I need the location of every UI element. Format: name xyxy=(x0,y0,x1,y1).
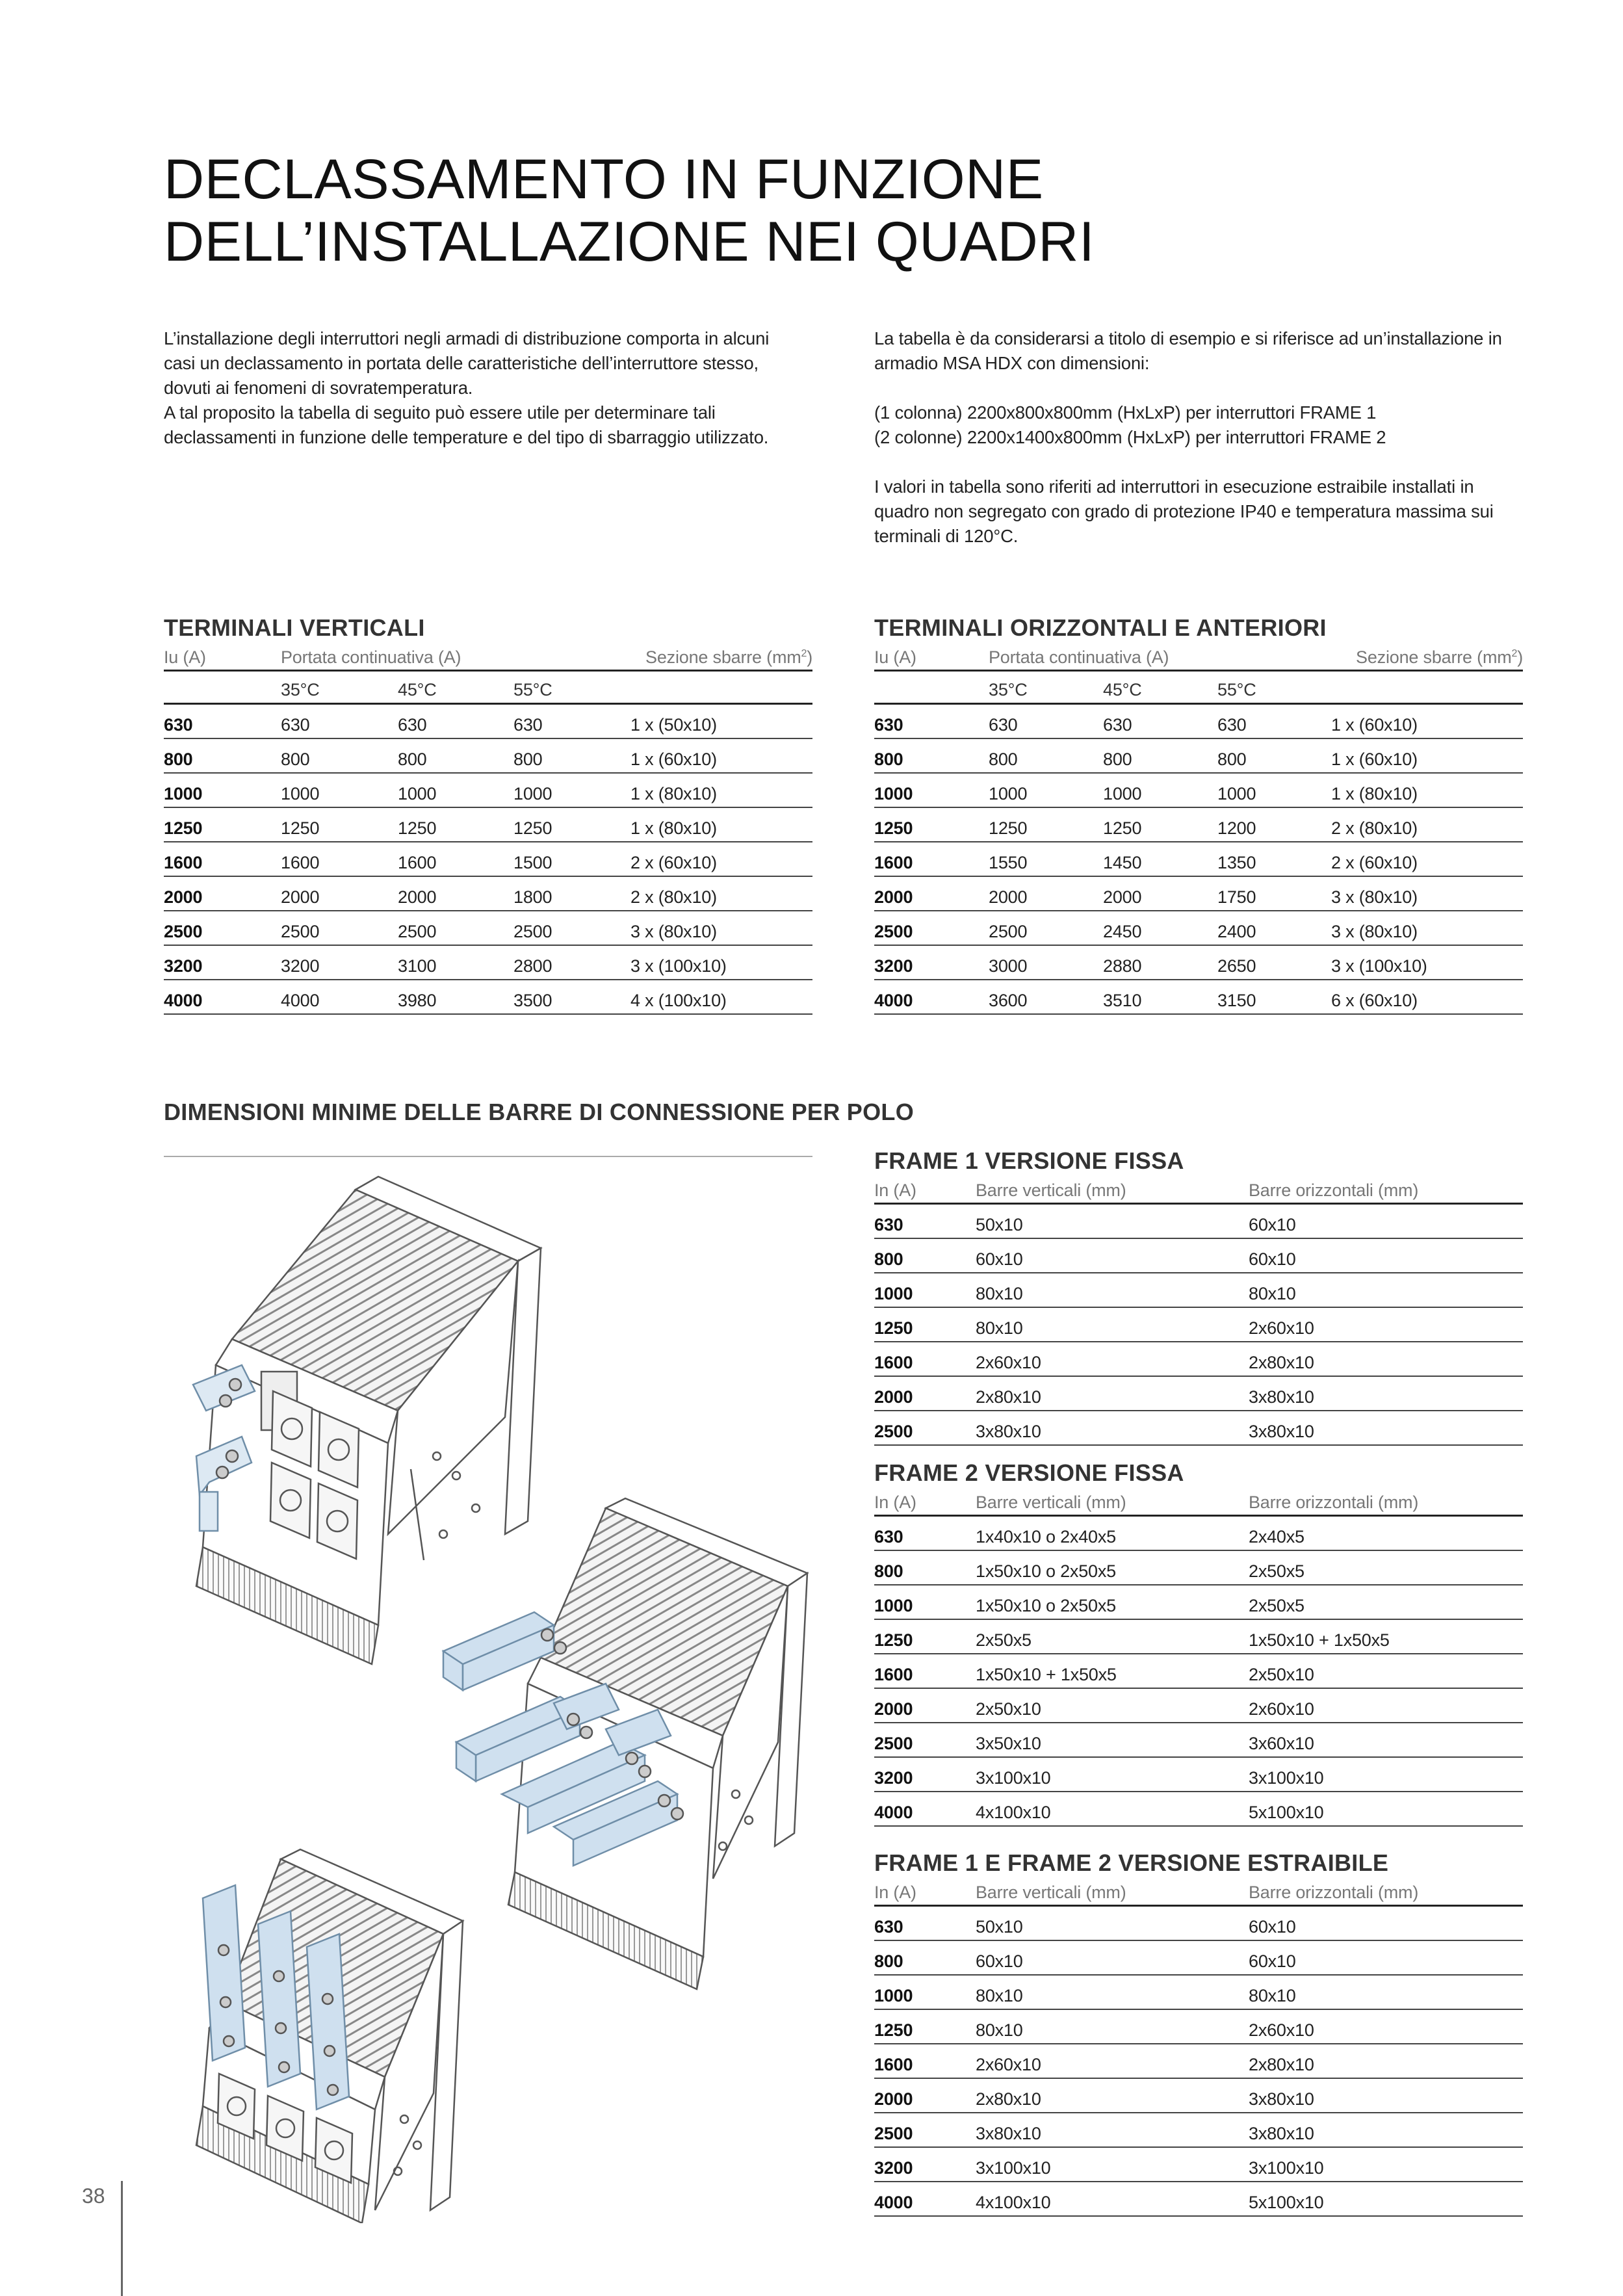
table-cell: 2500 xyxy=(513,911,630,945)
table-cell: 3 x (100x10) xyxy=(630,945,812,980)
table-cell: 60x10 xyxy=(976,1940,1249,1975)
row-current-cell: 2500 xyxy=(874,2113,976,2147)
row-current-cell: 1600 xyxy=(164,842,281,876)
table-row xyxy=(164,911,812,945)
table-cell: 1600 xyxy=(281,842,398,876)
table-row xyxy=(874,1688,1523,1723)
table-header-row xyxy=(874,1175,1523,1204)
header-oriz: Barre orizzontali (mm) xyxy=(1249,1877,1523,1906)
table-cell: 1250 xyxy=(1103,807,1217,842)
row-current-cell: 1250 xyxy=(874,807,989,842)
table-cell: 1600 xyxy=(398,842,513,876)
table-row xyxy=(874,1550,1523,1585)
page-number: 38 xyxy=(82,2184,105,2208)
table-cell: 1000 xyxy=(1103,773,1217,807)
breaker-2-drawing xyxy=(443,1498,807,1989)
table-cell: 1 x (60x10) xyxy=(1331,704,1523,739)
table-row xyxy=(874,1906,1523,1941)
row-current-cell: 2000 xyxy=(164,876,281,911)
table-cell: 3000 xyxy=(989,945,1103,980)
row-current-cell: 2000 xyxy=(874,876,989,911)
table-row xyxy=(874,1376,1523,1411)
table-header-row xyxy=(874,1487,1523,1516)
table-cell: 800 xyxy=(513,738,630,773)
table-cell: 3x100x10 xyxy=(976,1757,1249,1792)
table-row xyxy=(874,1238,1523,1273)
table-row xyxy=(874,1792,1523,1826)
table-temp-row xyxy=(164,671,812,704)
table-cell: 1800 xyxy=(513,876,630,911)
table-row xyxy=(874,1940,1523,1975)
table-cell: 800 xyxy=(1103,738,1217,773)
row-current-cell: 630 xyxy=(874,1516,976,1551)
table-row xyxy=(874,911,1523,945)
row-current-cell: 630 xyxy=(874,1906,976,1941)
intro-left-line: A tal proposito la tabella di seguito può essere utile per determinare tali xyxy=(164,402,716,423)
table-cell: 2 x (80x10) xyxy=(630,876,812,911)
table-cell: 3x80x10 xyxy=(1249,1376,1523,1411)
header-temp: 45°C xyxy=(398,671,513,704)
table-cell: 80x10 xyxy=(976,2009,1249,2044)
breaker-1-drawing xyxy=(193,1177,541,1664)
table-row xyxy=(874,1516,1523,1551)
row-current-cell: 3200 xyxy=(874,2147,976,2182)
intro-right-line: (1 colonna) 2200x800x800mm (HxLxP) per interruttori FRAME 1 xyxy=(874,402,1377,423)
table-header-row xyxy=(164,642,812,671)
row-current-cell: 1250 xyxy=(874,1619,976,1654)
table-cell: 60x10 xyxy=(976,1238,1249,1273)
table-cell: 1000 xyxy=(513,773,630,807)
table-cell: 3x80x10 xyxy=(1249,2113,1523,2147)
table-row xyxy=(874,842,1523,876)
table-cell: 4x100x10 xyxy=(976,2182,1249,2216)
table-cell: 2000 xyxy=(989,876,1103,911)
table-row xyxy=(874,738,1523,773)
header-iu: Iu (A) xyxy=(164,642,281,671)
table-row xyxy=(874,1307,1523,1342)
table-row xyxy=(874,1585,1523,1619)
row-current-cell: 4000 xyxy=(874,2182,976,2216)
frame1-fixed-table xyxy=(874,1175,1523,1446)
intro-right-line: terminali di 120°C. xyxy=(874,526,1019,546)
table-cell: 2500 xyxy=(281,911,398,945)
table-cell: 1 x (60x10) xyxy=(630,738,812,773)
row-current-cell: 4000 xyxy=(164,980,281,1014)
table-cell: 800 xyxy=(281,738,398,773)
header-temp: 35°C xyxy=(989,671,1103,704)
table-cell: 2880 xyxy=(1103,945,1217,980)
table-cell: 630 xyxy=(398,704,513,739)
intro-left xyxy=(164,326,769,450)
table-cell: 60x10 xyxy=(1249,1940,1523,1975)
table-cell: 2 x (60x10) xyxy=(630,842,812,876)
table-cell: 80x10 xyxy=(1249,1273,1523,1307)
table-cell: 3x80x10 xyxy=(1249,1411,1523,1445)
table-cell: 4000 xyxy=(281,980,398,1014)
table-cell: 2000 xyxy=(281,876,398,911)
frame1-fixed-title: FRAME 1 VERSIONE FISSA xyxy=(874,1147,1184,1174)
dim-section-title: DIMENSIONI MINIME DELLE BARRE DI CONNESSIONE PER POLO xyxy=(164,1099,914,1125)
table-cell: 1 x (80x10) xyxy=(630,773,812,807)
table-row xyxy=(164,945,812,980)
table-cell: 2x60x10 xyxy=(1249,2009,1523,2044)
row-current-cell: 4000 xyxy=(874,1792,976,1826)
table-cell: 4x100x10 xyxy=(976,1792,1249,1826)
table-cell: 80x10 xyxy=(1249,1975,1523,2009)
row-current-cell: 1600 xyxy=(874,842,989,876)
table-horizontal-block xyxy=(874,614,1523,1015)
row-current-cell: 630 xyxy=(874,704,989,739)
table-cell: 2 x (80x10) xyxy=(1331,807,1523,842)
table-cell: 1 x (50x10) xyxy=(630,704,812,739)
row-current-cell: 630 xyxy=(874,1204,976,1239)
table-cell: 3500 xyxy=(513,980,630,1014)
table-vertical xyxy=(164,642,812,1015)
table-cell: 1 x (80x10) xyxy=(630,807,812,842)
table-cell: 2x80x10 xyxy=(976,2078,1249,2113)
table-cell: 1000 xyxy=(398,773,513,807)
page-margin-bar xyxy=(121,2181,123,2296)
table-cell: 3 x (80x10) xyxy=(1331,911,1523,945)
table-temp-row xyxy=(874,671,1523,704)
row-current-cell: 1000 xyxy=(874,1273,976,1307)
table-cell: 1350 xyxy=(1217,842,1331,876)
table-cell: 2500 xyxy=(398,911,513,945)
table-cell: 2000 xyxy=(398,876,513,911)
table-cell: 1x40x10 o 2x40x5 xyxy=(976,1516,1249,1551)
table-cell: 3100 xyxy=(398,945,513,980)
row-current-cell: 2500 xyxy=(874,1411,976,1445)
table-row xyxy=(874,876,1523,911)
table-cell: 3150 xyxy=(1217,980,1331,1014)
table-cell: 630 xyxy=(513,704,630,739)
table-row xyxy=(874,773,1523,807)
table-cell: 800 xyxy=(989,738,1103,773)
table-cell: 2x50x10 xyxy=(976,1688,1249,1723)
table-cell: 800 xyxy=(1217,738,1331,773)
table-row xyxy=(874,2147,1523,2182)
table-cell: 2800 xyxy=(513,945,630,980)
table-row xyxy=(874,2044,1523,2078)
row-current-cell: 800 xyxy=(874,738,989,773)
table-row xyxy=(874,1204,1523,1239)
intro-right-line: armadio MSA HDX con dimensioni: xyxy=(874,353,1150,373)
row-current-cell: 2000 xyxy=(874,1688,976,1723)
table-cell: 60x10 xyxy=(1249,1238,1523,1273)
table-cell: 1250 xyxy=(398,807,513,842)
table-row xyxy=(164,738,812,773)
header-in: In (A) xyxy=(874,1877,976,1906)
header-portata: Portata continuativa (A) xyxy=(989,642,1331,671)
table-row xyxy=(164,980,812,1014)
table-cell: 2x40x5 xyxy=(1249,1516,1523,1551)
page-title-line-1: DECLASSAMENTO IN FUNZIONE xyxy=(164,148,1044,211)
table-cell: 2x60x10 xyxy=(976,1342,1249,1376)
table-row xyxy=(164,842,812,876)
table-row xyxy=(874,1342,1523,1376)
row-current-cell: 3200 xyxy=(874,945,989,980)
table-cell: 2x50x5 xyxy=(1249,1585,1523,1619)
table-cell: 3980 xyxy=(398,980,513,1014)
table-row xyxy=(874,1723,1523,1757)
table-row xyxy=(874,1619,1523,1654)
table-cell: 1000 xyxy=(1217,773,1331,807)
row-current-cell: 3200 xyxy=(874,1757,976,1792)
header-iu: Iu (A) xyxy=(874,642,989,671)
table-cell: 2x50x5 xyxy=(976,1619,1249,1654)
table-cell: 3x60x10 xyxy=(1249,1723,1523,1757)
header-temp: 55°C xyxy=(1217,671,1331,704)
table-header-row xyxy=(874,642,1523,671)
intro-left-line: casi un declassamento in portata delle caratteristiche dell’interruttore stesso, xyxy=(164,353,759,373)
table-cell: 80x10 xyxy=(976,1975,1249,2009)
breaker-illustrations xyxy=(164,1170,814,2223)
row-current-cell: 2000 xyxy=(874,2078,976,2113)
table-cell: 3 x (80x10) xyxy=(1331,876,1523,911)
table-vertical-block xyxy=(164,614,812,1015)
table-row xyxy=(874,704,1523,739)
row-current-cell: 2500 xyxy=(874,911,989,945)
row-current-cell: 2000 xyxy=(874,1376,976,1411)
table-cell: 4 x (100x10) xyxy=(630,980,812,1014)
table-cell: 630 xyxy=(1217,704,1331,739)
frame12-withdrawable-block xyxy=(874,1849,1523,2217)
frame1-fixed-block xyxy=(874,1147,1523,1446)
intro-right-line: (2 colonne) 2200x1400x800mm (HxLxP) per interruttori FRAME 2 xyxy=(874,427,1386,447)
table-cell: 3x100x10 xyxy=(1249,2147,1523,2182)
table-row xyxy=(874,2009,1523,2044)
table-cell: 630 xyxy=(1103,704,1217,739)
row-current-cell: 1600 xyxy=(874,1342,976,1376)
table-cell: 1200 xyxy=(1217,807,1331,842)
table-horizontal xyxy=(874,642,1523,1015)
breaker-3-drawing xyxy=(196,1849,463,2223)
table-row xyxy=(874,1757,1523,1792)
table-cell: 630 xyxy=(989,704,1103,739)
table-cell: 1450 xyxy=(1103,842,1217,876)
table-cell: 1750 xyxy=(1217,876,1331,911)
intro-right xyxy=(874,326,1502,549)
table-row xyxy=(874,2182,1523,2216)
header-in: In (A) xyxy=(874,1487,976,1516)
table-cell: 1x50x10 o 2x50x5 xyxy=(976,1585,1249,1619)
table-row xyxy=(874,807,1523,842)
table-cell: 2x60x10 xyxy=(1249,1307,1523,1342)
table-cell: 3x80x10 xyxy=(976,1411,1249,1445)
table-cell: 1250 xyxy=(281,807,398,842)
row-current-cell: 1600 xyxy=(874,1654,976,1688)
intro-right-line: quadro non segregato con grado di protezione IP40 e temperatura massima sui xyxy=(874,501,1494,521)
row-current-cell: 800 xyxy=(874,1940,976,1975)
table-cell: 1550 xyxy=(989,842,1103,876)
table-cell: 3x80x10 xyxy=(976,2113,1249,2147)
table-cell: 3x100x10 xyxy=(1249,1757,1523,1792)
section-divider xyxy=(164,1156,812,1157)
header-vert: Barre verticali (mm) xyxy=(976,1175,1249,1204)
frame12-withdrawable-title: FRAME 1 E FRAME 2 VERSIONE ESTRAIBILE xyxy=(874,1849,1389,1876)
table-vertical-title: TERMINALI VERTICALI xyxy=(164,614,425,641)
row-current-cell: 800 xyxy=(874,1238,976,1273)
table-row xyxy=(164,704,812,739)
intro-right-line: La tabella è da considerarsi a titolo di esempio e si riferisce ad un’installazione in xyxy=(874,328,1502,348)
table-cell: 80x10 xyxy=(976,1307,1249,1342)
table-cell: 3510 xyxy=(1103,980,1217,1014)
header-sezione: Sezione sbarre $(mm^2)$ xyxy=(630,642,812,671)
intro-left-line: dovuti ai fenomeni di sovratemperatura. xyxy=(164,378,473,398)
table-cell: 2 x (60x10) xyxy=(1331,842,1523,876)
table-cell: 2450 xyxy=(1103,911,1217,945)
row-current-cell: 1000 xyxy=(164,773,281,807)
table-cell: 80x10 xyxy=(976,1273,1249,1307)
header-temp: 45°C xyxy=(1103,671,1217,704)
frame12-withdrawable-table xyxy=(874,1877,1523,2217)
row-current-cell: 2500 xyxy=(164,911,281,945)
table-cell: 2650 xyxy=(1217,945,1331,980)
table-row xyxy=(164,876,812,911)
table-row xyxy=(164,773,812,807)
frame2-fixed-block xyxy=(874,1459,1523,1827)
table-cell: 2x80x10 xyxy=(976,1376,1249,1411)
table-cell: 2x60x10 xyxy=(976,2044,1249,2078)
table-cell: 3x100x10 xyxy=(976,2147,1249,2182)
header-temp: 35°C xyxy=(281,671,398,704)
row-current-cell: 2500 xyxy=(874,1723,976,1757)
table-cell: 3 x (80x10) xyxy=(630,911,812,945)
table-cell: 1500 xyxy=(513,842,630,876)
table-cell: 1x50x10 + 1x50x5 xyxy=(976,1654,1249,1688)
row-current-cell: 4000 xyxy=(874,980,989,1014)
table-cell: 2x50x10 xyxy=(1249,1654,1523,1688)
table-cell: 3200 xyxy=(281,945,398,980)
table-row xyxy=(164,807,812,842)
row-current-cell: 1250 xyxy=(874,1307,976,1342)
row-current-cell: 1000 xyxy=(874,1975,976,2009)
table-cell: 1 x (60x10) xyxy=(1331,738,1523,773)
intro-left-line: declassamenti in funzione delle temperature e del tipo di sbarraggio utilizzato. xyxy=(164,427,769,447)
table-cell: 3x50x10 xyxy=(976,1723,1249,1757)
table-cell: 2x50x5 xyxy=(1249,1550,1523,1585)
table-cell: 1250 xyxy=(513,807,630,842)
table-cell: 1250 xyxy=(989,807,1103,842)
table-row xyxy=(874,1654,1523,1688)
table-cell: 2x60x10 xyxy=(1249,1688,1523,1723)
table-row xyxy=(874,1975,1523,2009)
table-cell: 60x10 xyxy=(1249,1906,1523,1941)
table-cell: 5x100x10 xyxy=(1249,1792,1523,1826)
header-sezione: Sezione sbarre $(mm^2)$ xyxy=(1331,642,1523,671)
table-header-row xyxy=(874,1877,1523,1906)
table-cell: 2500 xyxy=(989,911,1103,945)
table-cell: 2x80x10 xyxy=(1249,1342,1523,1376)
table-cell: 5x100x10 xyxy=(1249,2182,1523,2216)
table-cell: 3 x (100x10) xyxy=(1331,945,1523,980)
header-portata: Portata continuativa (A) xyxy=(281,642,630,671)
table-cell: 2000 xyxy=(1103,876,1217,911)
row-current-cell: 1000 xyxy=(874,773,989,807)
table-row xyxy=(874,980,1523,1014)
table-cell: 1x50x10 + 1x50x5 xyxy=(1249,1619,1523,1654)
frame2-fixed-table xyxy=(874,1487,1523,1827)
row-current-cell: 1600 xyxy=(874,2044,976,2078)
table-cell: 3x80x10 xyxy=(1249,2078,1523,2113)
row-current-cell: 1000 xyxy=(874,1585,976,1619)
row-current-cell: 800 xyxy=(164,738,281,773)
table-cell: 1 x (80x10) xyxy=(1331,773,1523,807)
header-oriz: Barre orizzontali (mm) xyxy=(1249,1487,1523,1516)
page-title xyxy=(164,148,1095,273)
table-cell: 2400 xyxy=(1217,911,1331,945)
header-oriz: Barre orizzontali (mm) xyxy=(1249,1175,1523,1204)
table-cell: 3600 xyxy=(989,980,1103,1014)
table-cell: 6 x (60x10) xyxy=(1331,980,1523,1014)
table-row xyxy=(874,1273,1523,1307)
table-cell: 1000 xyxy=(281,773,398,807)
table-row xyxy=(874,2113,1523,2147)
table-cell: 50x10 xyxy=(976,1204,1249,1239)
page-title-line-2: DELL’INSTALLAZIONE NEI QUADRI xyxy=(164,211,1095,273)
table-cell: 60x10 xyxy=(1249,1204,1523,1239)
table-cell: 1000 xyxy=(989,773,1103,807)
table-row xyxy=(874,1411,1523,1445)
intro-right-line: I valori in tabella sono riferiti ad interruttori in esecuzione estraibile installati in xyxy=(874,476,1474,497)
row-current-cell: 1250 xyxy=(164,807,281,842)
table-row xyxy=(874,2078,1523,2113)
table-cell: 2x80x10 xyxy=(1249,2044,1523,2078)
header-temp: 55°C xyxy=(513,671,630,704)
header-in: In (A) xyxy=(874,1175,976,1204)
row-current-cell: 1250 xyxy=(874,2009,976,2044)
frame2-fixed-title: FRAME 2 VERSIONE FISSA xyxy=(874,1459,1184,1486)
intro-left-line: L’installazione degli interruttori negli armadi di distribuzione comporta in alcuni xyxy=(164,328,770,348)
row-current-cell: 630 xyxy=(164,704,281,739)
table-horizontal-title: TERMINALI ORIZZONTALI E ANTERIORI xyxy=(874,614,1327,641)
header-vert: Barre verticali (mm) xyxy=(976,1877,1249,1906)
row-current-cell: 800 xyxy=(874,1550,976,1585)
table-cell: 800 xyxy=(398,738,513,773)
table-cell: 1x50x10 o 2x50x5 xyxy=(976,1550,1249,1585)
table-row xyxy=(874,945,1523,980)
table-cell: 630 xyxy=(281,704,398,739)
row-current-cell: 3200 xyxy=(164,945,281,980)
table-cell: 50x10 xyxy=(976,1906,1249,1941)
header-vert: Barre verticali (mm) xyxy=(976,1487,1249,1516)
